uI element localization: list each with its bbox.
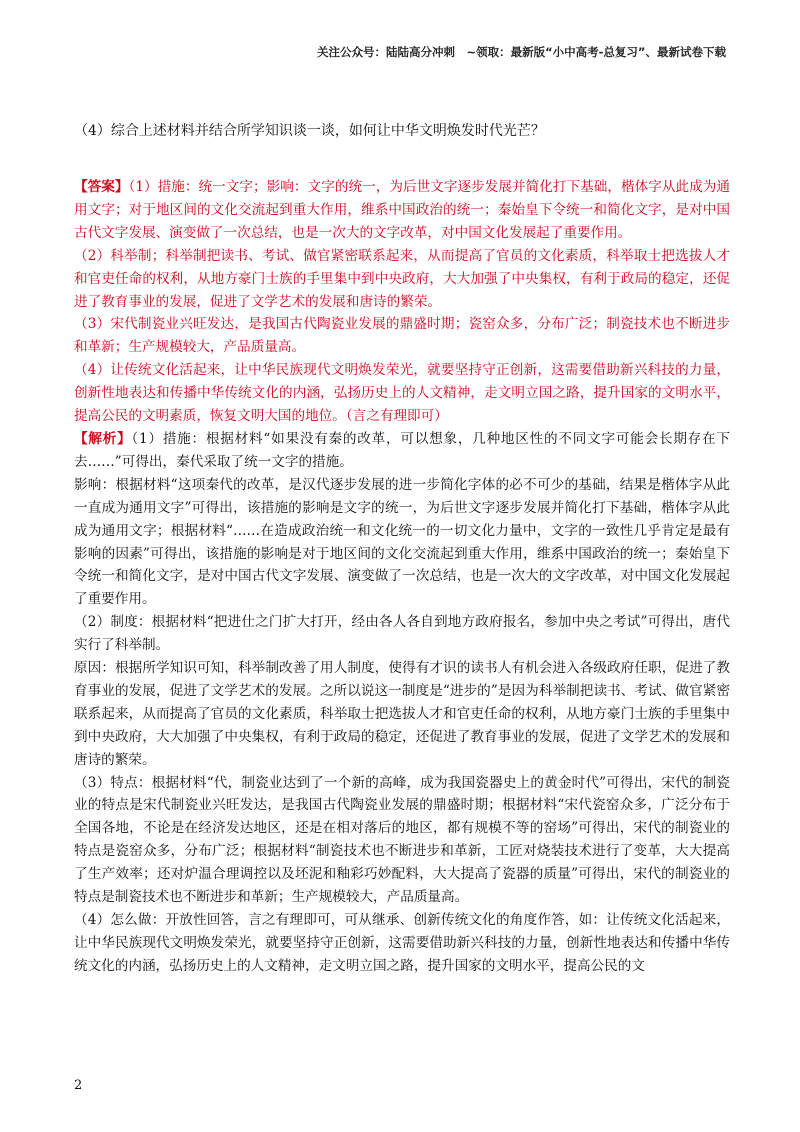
answer-paragraph-4: （4）让传统文化活起来，让中华民族现代文明焕发荣光，就要坚持守正创新，这需要借助新兴科技的力量，创新性地表达和传播中华传统文化的内涵，弘扬历史上的人文精神，走文明立国之路，提升国家的文明水平，提高公民的文明素质，恢复文明大国的地位。（言之有理即可） (74, 362, 730, 425)
analysis-paragraph-5: （3）特点：根据材料“代，制瓷业达到了一个新的高峰，成为我国瓷器史上的黄金时代”可得出，宋代的制瓷业的特点是宋代制瓷业兴旺发达，是我国古代陶瓷业发展的鼎盛时期；根据材料“宋代瓷窑众多，广泛分布于全国各地，不论是在经济发达地区，还是在相对落后的地区，都有规模不等的窑场”可得出，宋代的制瓷业的特点是瓷窑众多，分布广泛；根据材料“制瓷技术也不断进步和革新，工匠对烧装技术进行了变革，大大提高了生产效率；还对炉温合理调控以及坯泥和釉彩巧妙配料，大大提高了瓷器的质量”可得出，宋代的制瓷业的特点是制瓷技术也不断进步和革新；生产规模较大，产品质量高。 (74, 774, 730, 906)
page-header: 关注公众号：陆陆高分冲刺 ~领取：最新版“小中高考-总复习”、最新试卷下载 (316, 45, 726, 59)
analysis-paragraph-2: 影响：根据材料“这项秦代的改革，是汉代逐步发展的进一步简化字体的必不可少的基础，结果是楷体字从此一直成为通用文字”可得出，该措施的影响是文字的统一，为后世文字逐步发展并简化打下基础，楷体字从此成为通用文字；根据材料“……在造成政治统一和文化统一的一切文化力量中，文字的一致性几乎肯定是最有影响的因素”可得出，该措施的影响是对于地区间的文化交流起到重大作用，维系中国政治的统一；秦始皇下令统一和简化文字，是对中国古代文字发展、演变做了一次总结，也是一次大的文字改革，对中国文化发展起了重要作用。 (74, 476, 730, 608)
answer-paragraph-2: （2）科举制；科举制把读书、考试、做官紧密联系起来，从而提高了官员的文化素质，科举取士把选拔人才和官吏任命的权利，从地方豪门士族的手里集中到中央政府，大大加强了中央集权，有利于政局的稳定，还促进了教育事业的发展，促进了文学艺术的发展和唐诗的繁荣。 (74, 247, 730, 310)
analysis-text-1: （1）措施：根据材料“如果没有秦的改革，可以想象，几种地区性的不同文字可能会长期存在下去……”可得出，秦代采取了统一文字的措施。 (74, 430, 731, 470)
analysis-paragraph-4: 原因：根据所学知识可知，科举制改善了用人制度，使得有才识的读书人有机会进入各级政府任职，促进了教育事业的发展，促进了文学艺术的发展。之所以说这一制度是“进步的”是因为科举制把读书、考试、做官紧密联系起来，从而提高了官员的文化素质，科举取士把选拔人才和官吏任命的权利，从地方豪门士族的手里集中到中央政府，大大加强了中央集权，有利于政局的稳定，还促进了教育事业的发展，促进了文学艺术的发展和唐诗的繁荣。 (74, 660, 730, 768)
answer-text-1: （1）措施：统一文字；影响：文字的统一，为后世文字逐步发展并简化打下基础，楷体字从此成为通用文字；对于地区间的文化交流起到重大作用，维系中国政治的统一；秦始皇下令统一和简化文字，是对中国古代文字发展、演变做了一次总结，也是一次大的文字改革，对中国文化发展起了重要作用。 (74, 179, 730, 241)
answer-tag: 【答案】 (74, 179, 129, 195)
analysis-tag: 【解析】 (74, 430, 132, 447)
analysis-paragraph-3: （2）制度：根据材料“把进仕之门扩大打开，经由各人各自到地方政府报名，参加中央之考试”可得出，唐代实行了科举制。 (74, 614, 730, 654)
page-number: 2 (74, 1078, 83, 1093)
answer-analysis-section (74, 176, 730, 978)
answer-paragraph-1 (74, 176, 730, 245)
analysis-paragraph-1 (74, 428, 730, 474)
analysis-paragraph-6: （4）怎么做：开放性回答，言之有理即可，可从继承、创新传统文化的角度作答，如：让传统文化活起来，让中华民族现代文明焕发荣光，就要坚持守正创新，这需要借助新兴科技的力量，创新性地表达和传播中华传统文化的内涵，弘扬历史上的人文精神，走文明立国之路，提升国家的文明水平，提高公民的文 (74, 912, 730, 974)
question-text: （4）综合上述材料并结合所学知识谈一谈，如何让中华文明焕发时代光芒？ (74, 123, 545, 139)
answer-paragraph-3: （3）宋代制瓷业兴旺发达，是我国古代陶瓷业发展的鼎盛时期；瓷窑众多，分布广泛；制瓷技术也不断进步和革新；生产规模较大，产品质量高。 (74, 316, 730, 356)
